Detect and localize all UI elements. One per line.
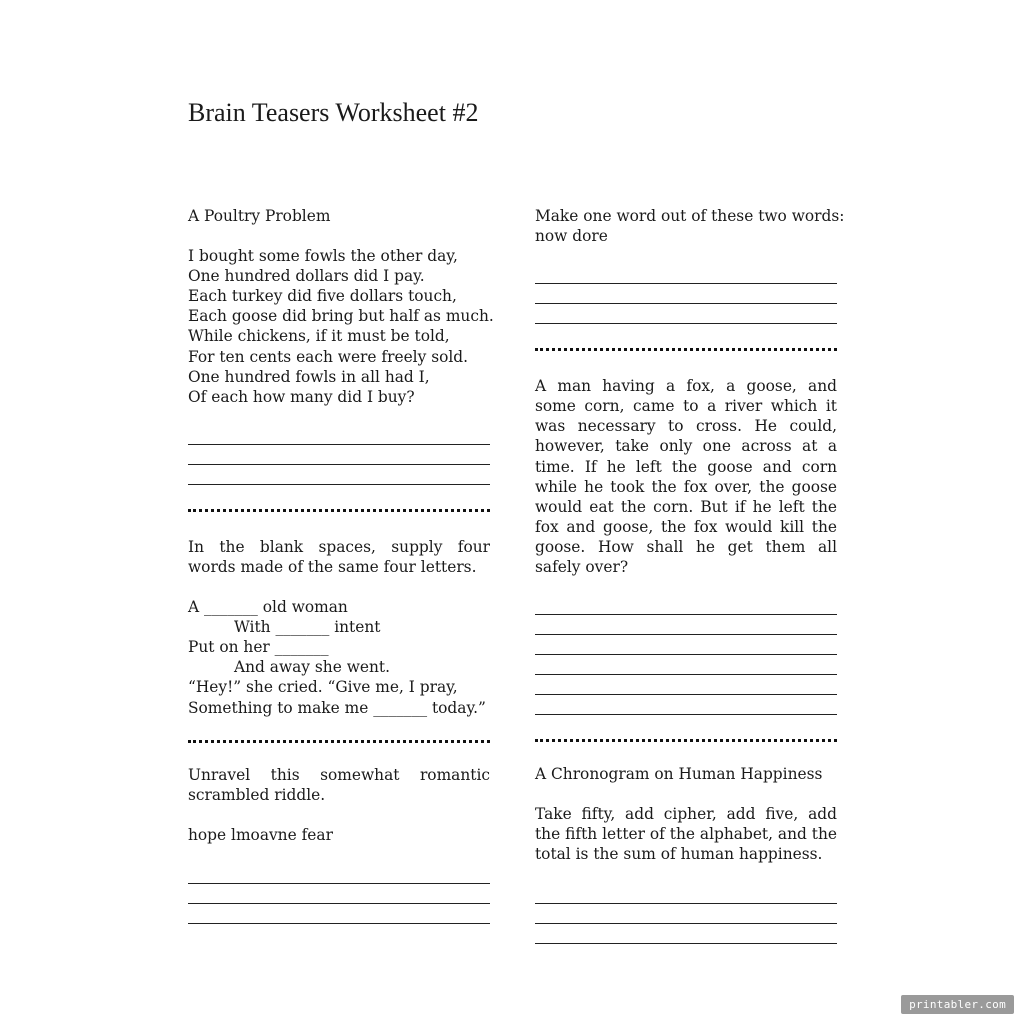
poultry-answer-lines[interactable] (188, 425, 490, 485)
answer-line[interactable] (535, 904, 837, 924)
one-word-words: now dore (535, 227, 608, 246)
unravel-riddle (188, 765, 490, 924)
answer-line[interactable] (188, 864, 490, 884)
four-words-intro: In the blank spaces, supply four words made of the same four letters. (188, 537, 490, 576)
answer-line[interactable] (535, 695, 837, 715)
scrambled-words: hope lmoavne fear (188, 825, 333, 844)
answer-line[interactable] (535, 675, 837, 695)
fox-goose-answer-lines[interactable] (535, 595, 837, 715)
poem-line: Put on her _______ (188, 638, 329, 657)
answer-line[interactable] (535, 615, 837, 635)
answer-line[interactable] (188, 904, 490, 924)
answer-line[interactable] (535, 304, 837, 324)
answer-line[interactable] (188, 884, 490, 904)
poem-line: One hundred dollars did I pay. (188, 267, 425, 286)
poem-line: Of each how many did I buy? (188, 387, 415, 406)
poultry-problem (188, 206, 494, 485)
poem-line: And away she went. (234, 658, 390, 677)
poem-line: A _______ old woman (188, 598, 348, 617)
poem-line: “Hey!” she cried. “Give me, I pray, (188, 678, 458, 697)
one-word-answer-lines[interactable] (535, 264, 837, 324)
answer-line[interactable] (535, 284, 837, 304)
four-words-puzzle (188, 537, 490, 718)
answer-line[interactable] (535, 264, 837, 284)
answer-line[interactable] (188, 425, 490, 445)
chronogram-answer-lines[interactable] (535, 884, 837, 944)
chronogram-text: Take fifty, add cipher, add five, add the fifth letter of the alphabet, and the total is the sum of human happiness. (535, 805, 837, 864)
fox-goose-puzzle (535, 376, 837, 715)
poultry-heading: A Poultry Problem (188, 207, 331, 225)
watermark-badge: printabler.com (901, 995, 1014, 1014)
unravel-intro: Unravel this somewhat romantic scrambled riddle. (188, 765, 490, 804)
answer-line[interactable] (535, 884, 837, 904)
left-column (188, 206, 494, 924)
one-word-puzzle (535, 206, 845, 324)
answer-line[interactable] (188, 445, 490, 465)
poem-line: Each turkey did five dollars touch, (188, 287, 457, 306)
four-words-poem (188, 597, 490, 718)
poultry-poem (188, 246, 494, 407)
poem-line: Something to make me _______ today.” (188, 698, 486, 717)
answer-line[interactable] (535, 655, 837, 675)
fox-goose-text: A man having a fox, a goose, and some corn, came to a river which it was necessary to cross. He could, however, take only one across at a time. If he left the goose and corn while he took the fox over, the goose would eat the corn. But if he left the fox and goose, the fox would kill the goose. How shall he get them all safely over? (535, 377, 837, 577)
answer-line[interactable] (188, 465, 490, 485)
answer-line[interactable] (535, 635, 837, 655)
page-title: Brain Teasers Worksheet #2 (188, 98, 479, 127)
chronogram-puzzle (535, 764, 837, 943)
answer-line[interactable] (535, 924, 837, 944)
one-word-prompt: Make one word out of these two words: (535, 207, 845, 225)
answer-line[interactable] (535, 595, 837, 615)
unravel-answer-lines[interactable] (188, 864, 490, 924)
right-column (535, 206, 845, 944)
poem-line: One hundred fowls in all had I, (188, 367, 430, 386)
poem-line: Each goose did bring but half as much. (188, 307, 494, 326)
poem-line: For ten cents each were freely sold. (188, 347, 469, 366)
poem-line: I bought some fowls the other day, (188, 247, 458, 266)
chronogram-heading: A Chronogram on Human Happiness (535, 765, 823, 784)
poem-line: While chickens, if it must be told, (188, 327, 450, 346)
poem-line: With _______ intent (234, 618, 381, 637)
